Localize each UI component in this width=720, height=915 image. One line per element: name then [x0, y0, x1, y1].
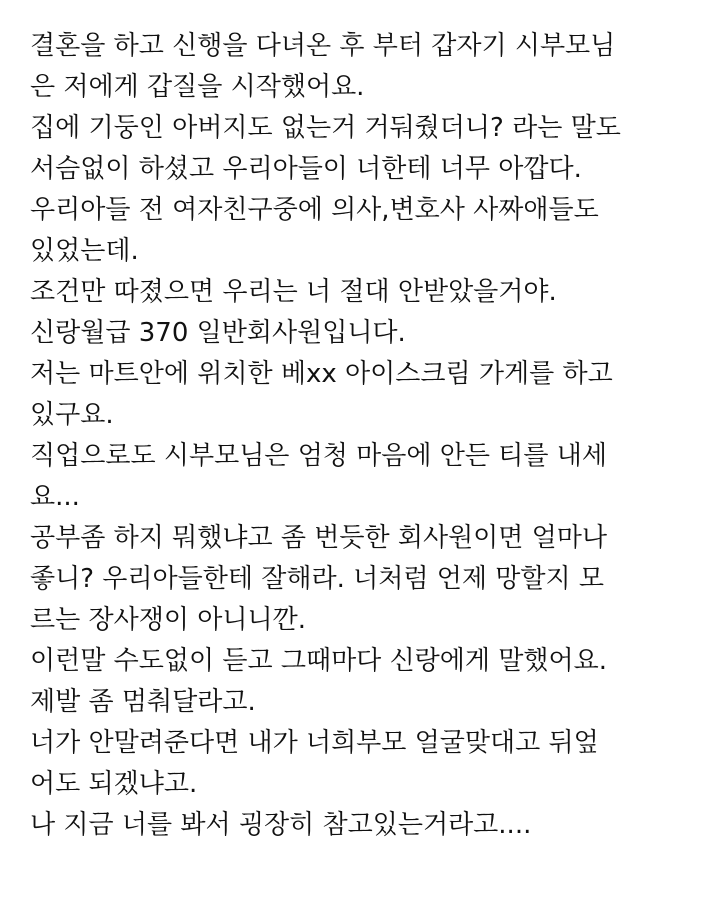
text-line: 우리아들 전 여자친구중에 의사,변호사 사짜애들도: [30, 195, 599, 225]
text-line: 은 저에게 갑질을 시작했어요.: [30, 72, 365, 102]
text-line: 이런말 수도없이 듣고 그때마다 신랑에게 말했어요.: [30, 646, 608, 676]
text-line: 있구요.: [30, 400, 114, 430]
text-line: 나 지금 너를 봐서 굉장히 참고있는거라고....: [30, 810, 532, 840]
text-line: 조건만 따졌으면 우리는 너 절대 안받았을거야.: [30, 277, 557, 307]
text-line: 르는 장사쟁이 아니니깐.: [30, 605, 306, 635]
text-line: 좋니? 우리아들한테 잘해라. 너처럼 언제 망할지 모: [30, 564, 604, 594]
text-line: 저는 마트안에 위치한 베xx 아이스크림 가게를 하고: [30, 359, 613, 389]
text-line: 직업으로도 시부모님은 엄청 마음에 안든 티를 내세: [30, 441, 608, 471]
text-line: 신랑월급 370 일반회사원입니다.: [30, 318, 406, 348]
text-line: 어도 되겠냐고.: [30, 769, 198, 799]
text-line: 집에 기둥인 아버지도 없는거 거둬줬더니? 라는 말도: [30, 113, 621, 143]
text-line: 공부좀 하지 뭐했냐고 좀 번듯한 회사원이면 얼마나: [30, 523, 608, 553]
text-line: 요...: [30, 482, 80, 512]
text-line: 서슴없이 하셨고 우리아들이 너한테 너무 아깝다.: [30, 154, 582, 184]
text-line: 너가 안말려준다면 내가 너희부모 얼굴맞대고 뒤엎: [30, 728, 599, 758]
post-body: [30, 26, 700, 846]
text-line: 제발 좀 멈춰달라고.: [30, 687, 256, 717]
text-line: 있었는데.: [30, 236, 139, 266]
text-line: 결혼을 하고 신행을 다녀온 후 부터 갑자기 시부모님: [30, 31, 616, 61]
